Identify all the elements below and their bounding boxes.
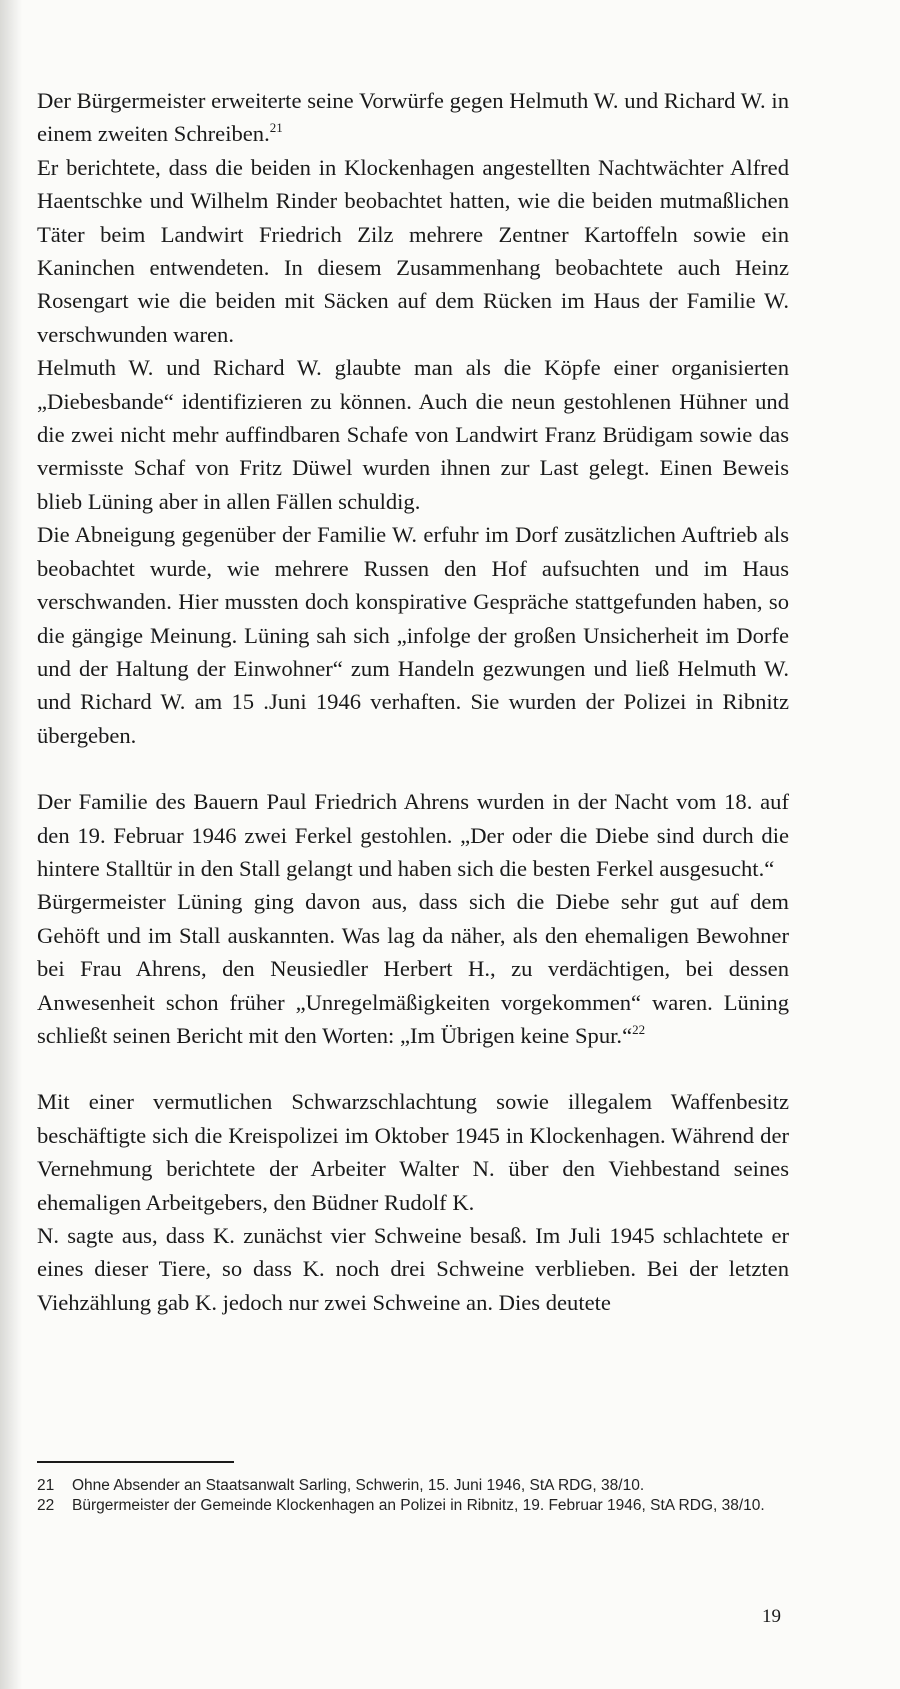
paragraph: Er berichtete, dass die beiden in Klockenhagen angestellten Nachtwächter Alfred Haentschke und Wilhelm Rinder beobachtet hatten, wie die beiden mutmaßlichen Täter beim Landwirt Friedrich Zilz mehrere Zentner Kartoffeln sowie ein Kaninchen entwendeten. In diesem Zusammenhang beobachtete auch Heinz Rosengart wie die beiden mit Säcken auf dem Rücken im Haus der Familie W. verschwunden waren.: [37, 154, 789, 347]
page-number: 19: [762, 1606, 781, 1627]
footnote-divider: [37, 1461, 234, 1463]
footnote-ref: 22: [632, 1021, 646, 1037]
paragraph: Bürgermeister Lüning ging davon aus, dass sich die Diebe sehr gut auf dem Gehöft und im Stall auskannten. Was lag da näher, als den ehemaligen Bewohner bei Frau Ahrens, den Neusiedler Herbert H., zu verdächtigen, bei dessen Anwesenheit schon früher „Unregelmäßigkeiten vorgekommen“ waren. Lüning schließt seinen Bericht mit den Worten: „Im Übrigen keine Spur.“$^{22}$: [37, 889, 789, 1048]
footnote-text: Bürgermeister der Gemeinde Klockenhagen an Polizei in Ribnitz, 19. Februar 1946, StA RDG, 38/10.: [72, 1497, 765, 1514]
footnote-text: Ohne Absender an Staatsanwalt Sarling, Schwerin, 15. Juni 1946, StA RDG, 38/10.: [72, 1477, 645, 1494]
paragraph-gap: [37, 1052, 789, 1085]
paragraph-gap: [37, 752, 789, 785]
body-text: [37, 84, 789, 1319]
paragraph: Mit einer vermutlichen Schwarzschlachtung sowie illegalem Waffenbesitz beschäftigte sich die Kreispolizei im Oktober 1945 in Klockenhagen. Während der Vernehmung berichtete der Arbeiter Walter N. über den Viehbestand seines ehemaligen Arbeitgebers, den Büdner Rudolf K.: [37, 1089, 789, 1215]
paragraph: Die Abneigung gegenüber der Familie W. erfuhr im Dorf zusätzlichen Auftrieb als beobachtet wurde, wie mehrere Russen den Hof aufsuchten und im Haus verschwanden. Hier mussten doch konspirative Gespräche stattgefunden haben, so die gängige Meinung. Lüning sah sich „infolge der großen Unsicherheit im Dorfe und der Haltung der Einwohner“ zum Handeln gezwungen und ließ Helmuth W. und Richard W. am 15 .Juni 1946 verhaften. Sie wurden der Polizei in Ribnitz übergeben.: [37, 522, 789, 748]
footnote-number: 22: [37, 1497, 55, 1514]
paragraph: Der Bürgermeister erweiterte seine Vorwürfe gegen Helmuth W. und Richard W. in einem zweiten Schreiben.$^{21}$: [37, 88, 789, 147]
footnote-ref: 21: [269, 120, 283, 136]
paragraph: N. sagte aus, dass K. zunächst vier Schweine besaß. Im Juli 1945 schlachtete er eines dieser Tiere, so dass K. noch drei Schweine verblieben. Bei der letzten Viehzählung gab K. jedoch nur zwei Schweine an. Dies deutete: [37, 1223, 789, 1315]
footnote-number: 21: [37, 1477, 55, 1494]
footnotes: [37, 1476, 789, 1516]
footnote: [37, 1476, 789, 1496]
paragraph: Der Familie des Bauern Paul Friedrich Ahrens wurden in der Nacht vom 18. auf den 19. Februar 1946 zwei Ferkel gestohlen. „Der oder die Diebe sind durch die hintere Stalltür in den Stall gelangt und haben sich die besten Ferkel ausgesucht.“: [37, 789, 789, 881]
page-gutter-shadow: [0, 0, 22, 1689]
footnote: [37, 1496, 789, 1516]
paragraph: Helmuth W. und Richard W. glaubte man als die Köpfe einer organisierten „Diebesbande“ identifizieren zu können. Auch die neun gestohlenen Hühner und die zwei nicht mehr auffindbaren Schafe von Landwirt Franz Brüdigam sowie das vermisste Schaf von Fritz Düwel wurden ihnen zur Last gelegt. Einen Beweis blieb Lüning aber in allen Fällen schuldig.: [37, 355, 789, 514]
